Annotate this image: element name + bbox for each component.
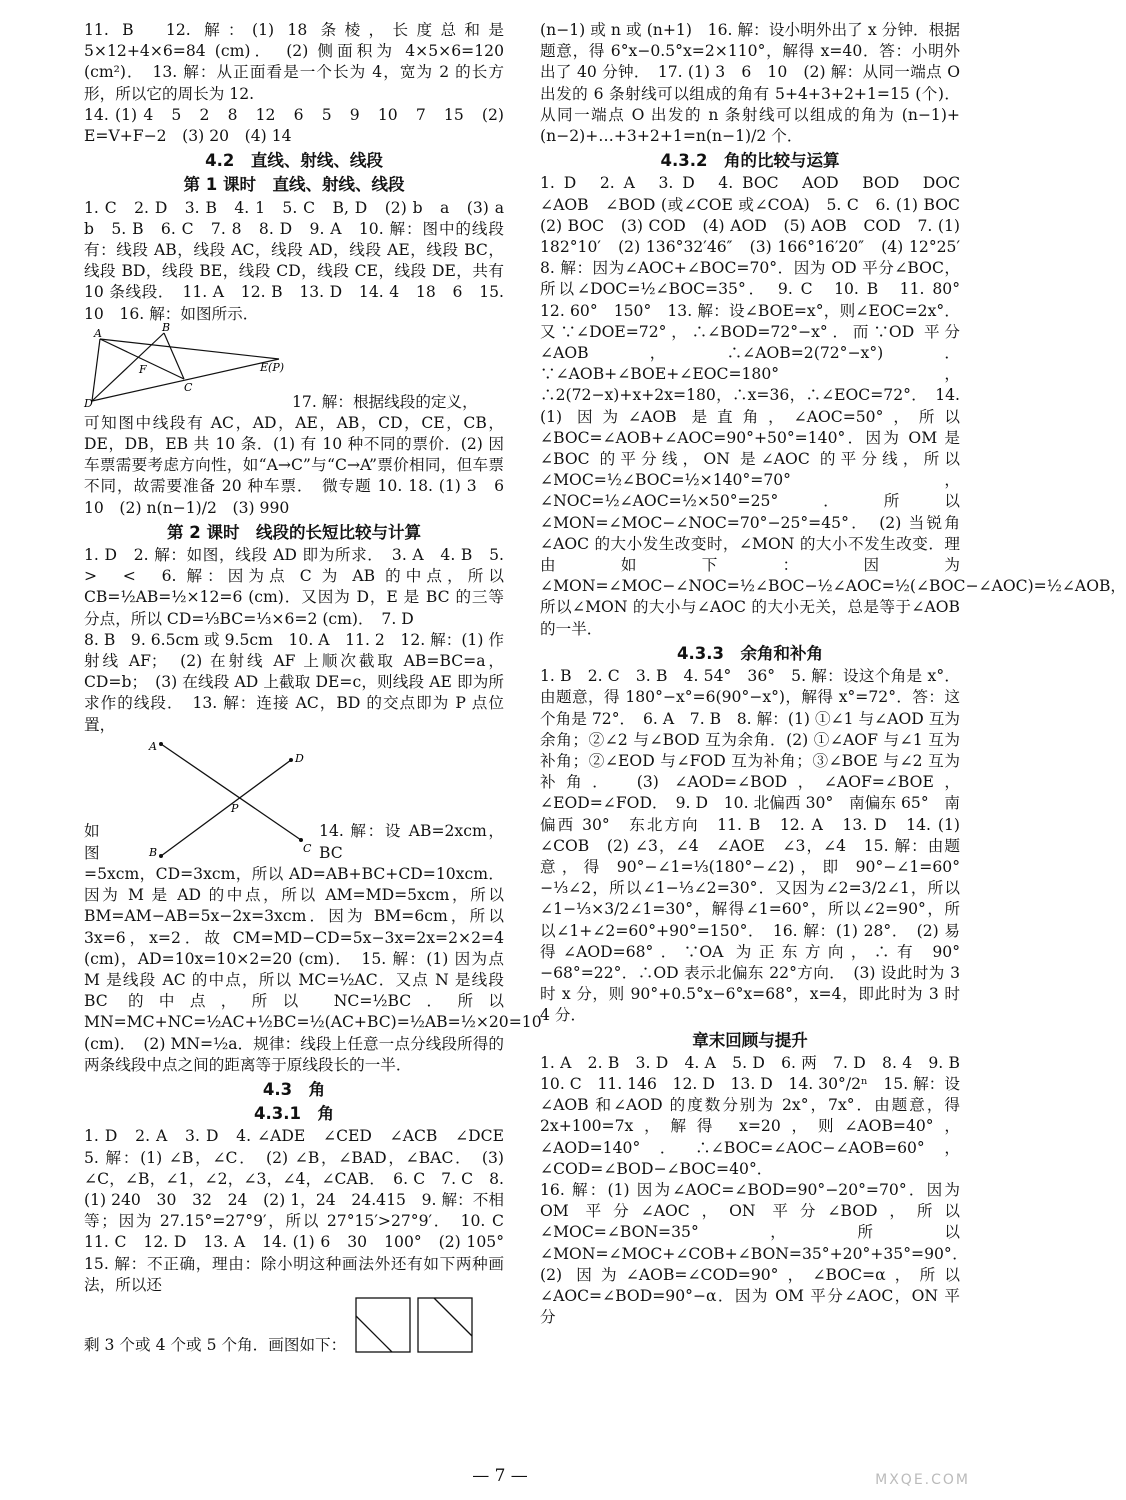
svg-text:C: C — [184, 380, 193, 394]
svg-text:A: A — [149, 739, 157, 753]
answer-block: 可知图中线段有 AC，AD，AE，AB，CD，CE，CB，DE，DB，EB 共 10 条．(1) 有 10 种不同的票价．(2) 因车票需要考虑方向性，如“A→C”与“C→A”票价相同，但车票不同，故需要准备 20 种车票． 微专题 10. 18. (1) 3 6 10 (2) n(n−1)/2 (3) 990 — [84, 413, 520, 517]
lesson-heading: 4.3.2 角的比较与运算 — [660, 151, 840, 171]
answer-inline: 17. 解：根据线段的定义， — [292, 392, 478, 411]
figure-row — [84, 1296, 504, 1356]
answer-block: (n−1) 或 n 或 (n+1) 16. 解：设小明外出了 x 分钟．根据题意，得 6°x−0.5°x=2×110°，解得 x=40．答：小明外出了 40 分钟． 17. (1) 3 6 10 (2) 解：从同一端点 O 出发的 6 条射线可以组成的角有 5+4+3+2+1=15 (个)．从同一端点 O 出发的 n 条射线可以组成的角为 (n−1)+(n−2)+…+3+2+1=n(n−1)/2 个． — [540, 21, 960, 146]
answer-block: 11. B 12. 解：(1) 18 条棱，长度总和是 5×12+4×6=84 (cm)． (2) 侧面积为 4×5×6=120 (cm²)． 13. 解：从正面看是一个长为 4，宽为 2 的长方形，所以它的周长为 12. — [84, 21, 504, 103]
page-number: — 7 — — [472, 1466, 528, 1486]
watermark: MXQE.COM — [875, 1472, 970, 1488]
answer-block: 1. D 2. A 3. D 4. ∠ADE ∠CED ∠ACB ∠DCE 5. 解：(1) ∠B，∠C． (2) ∠B，∠BAD，∠BAC． (3) ∠C，∠B，∠1，∠2，∠3，∠4，∠CAB． 6. C 7. C 8. (1) 240 30 32 24 (2) 1，24 24.415 9. 解：不相等；因为 27.15°=27°9′，所以 27°15′>27°9′． 10. C 11. C 12. D 13. A 14. (1) 6 30 100° (2) 105° 15. 解：不正确，理由：除小明这种画法外还有如下两种画法，所以还 — [84, 1127, 520, 1294]
right-column — [540, 20, 1126, 1328]
answer-block: 1. C 2. D 3. B 4. 1 5. C B, D (2) b a (3) a b 5. B 6. C 7. 8 8. D 9. A 10. 解：图中的线段有：线段 AB，线段 AC，线段 AD，线段 AE，线段 BC，线段 BD，线段 BE，线段 CD，线段 CE，线段 DE，共有 10 条线段． 11. A 12. B 13. D 14. 4 18 6 15. 10 16. 解：如图所示． — [84, 198, 520, 323]
section-heading: 4.2 直线、射线、线段 — [205, 151, 383, 171]
svg-text:B: B — [149, 845, 158, 859]
answer-block: 14. (1) 4 5 2 8 12 6 5 9 10 7 15 (2) E=V+F−2 (3) 20 (4) 14 — [84, 105, 504, 146]
answer-block: 1. D 2. A 3. D 4. BOC AOD BOD DOC ∠AOB ∠BOD (或∠COE 或∠COA) 5. C 6. (1) BOC (2) BOC (3) COD (4) AOD (5) AOB COD 7. (1) 182°10′ (2) 136°32′46″ (3) 166°16′20″ (4) 12°25′ 8. 解：因为∠AOC+∠BOC=70°．因为 OD 平分∠BOC，所以∠DOC=½∠BOC=35°． 9. C 10. B 11. 80° 12. 60° 150° 13. 解：设∠BOE=x°，则∠EOC=2x°．又∵∠DOE=72°，∴∠BOD=72°−x°．而∵OD 平分∠AOB，∴∠AOB=2(72°−x°)．∵∠AOB+∠BOE+∠EOC=180°，∴2(72−x)+x+2x=180，∴x=36，∴∠EOC=72°． 14. (1) 因为∠AOB 是直角，∠AOC=50°，所以∠BOC=∠AOB+∠AOC=90°+50°=140°．因为 OM 是∠BOC 的平分线，ON 是∠AOC 的平分线，所以∠MOC=½∠BOC=½×140°=70°，∠NOC=½∠AOC=½×50°=25°．所以∠MON=∠MOC−∠NOC=70°−25°=45°． (2) 当锐角∠AOC 的大小发生改变时，∠MON 的大小不发生改变．理由如下：因为∠MON=∠MOC−∠NOC=½∠BOC−½∠AOC=½(∠BOC−∠AOC)=½∠AOB，所以∠MON 的大小与∠AOC 的大小无关，总是等于∠AOB 的一半． — [540, 174, 1126, 638]
answer-inline: 14. 解：设 AB=2xcm，BC — [319, 822, 504, 862]
figure-caption: 如图 — [84, 822, 100, 862]
answer-block: 8. B 9. 6.5cm 或 9.5cm 10. A 11. 2 12. 解：(1) 作射线 AF； (2) 在射线 AF 上顺次截取 AB=BC=a，CD=b； (3) 在线段 AD 上截取 DE=c，则线段 AE 即为所求作的线段． 13. 解：连接 AC，BD 的交点即为 P 点位置， — [84, 630, 504, 734]
svg-text:F: F — [139, 362, 147, 376]
lesson-heading: 第 1 课时 直线、射线、线段 — [183, 175, 405, 195]
lesson-heading: 4.3.1 角 — [254, 1104, 334, 1124]
svg-text:E(P): E(P) — [260, 360, 285, 374]
svg-text:A: A — [94, 326, 102, 340]
answer-block: 1. D 2. 解：如图，线段 AD 即为所求． 3. A 4. B 5. > < 6. 解：因为点 C 为 AB 的中点，所以 CB=½AB=½×12=6 (cm)．又因为 D，E 是 BC 的三等分点，所以 CD=⅓BC=⅓×6=2 (cm)． 7. D — [84, 546, 504, 628]
lesson-heading: 第 2 课时 线段的长短比较与计算 — [167, 522, 421, 542]
answer-block: =5xcm，CD=3xcm，所以 AD=AB+BC+CD=10xcm．因为 M 是 AD 的中点，所以 AM=MD=5xcm，所以 BM=AM−AB=5x−2x=3xcm．因为 BM=6cm，所以 3x=6，x=2．故 CM=MD−CD=5x−3x=2x=2×2=4 (cm)，AD=10x=10×2=20 (cm)． 15. 解：(1) 因为点 M 是线段 AC 的中点，所以 MC=½AC．又点 N 是线段 BC 的中点，所以 NC=½BC．所以 MN=MC+NC=½AC+½BC=½(AC+BC)=½AB=½×20=10 (cm)． (2) MN=½a．规律：线段上任意一点分线段所得的两条线段中点之间的距离等于原线段长的一半． — [84, 864, 542, 1074]
answer-block: 16. 解：(1) 因为∠AOC=∠BOD=90°−20°=70°．因为 OM 平分∠AOC，ON 平分∠BOD，所以∠MOC=∠BON=35°，所以∠MON=∠MOC+∠COB+∠BON=35°+20°+35°=90°． (2) 因为∠AOB=∠COD=90°，∠BOC=α，所以∠AOC=∠BOD=90°−α．因为 OM 平分∠AOC，ON 平分 — [540, 1180, 976, 1327]
svg-text:C: C — [303, 841, 312, 855]
answer-block: 1. A 2. B 3. D 4. A 5. D 6. 两 7. D 8. 4 9. B 10. C 11. 146 12. D 13. D 14. 30°/2ⁿ 15. 解：设∠AOB 和∠AOD 的度数分别为 2x°，7x°．由题意，得 2x+100=7x，解得 x=20，则∠AOB=40°，∠AOD=140°．∴∠BOC=∠AOC−∠AOB=60°，∠COD=∠BOD−∠BOC=40°． — [540, 1053, 976, 1178]
figure-row — [84, 736, 504, 864]
svg-text:D: D — [84, 396, 93, 410]
svg-text:B: B — [162, 320, 171, 334]
figure-row — [84, 320, 504, 413]
line-segments-figure — [84, 320, 285, 410]
svg-text:P: P — [231, 801, 239, 815]
intersection-figure — [121, 740, 311, 860]
answer-inline: 剩 3 个或 4 个或 5 个角．画图如下： — [84, 1335, 347, 1354]
chapter-review-heading: 章末回顾与提升 — [692, 1030, 808, 1050]
answer-block: 1. B 2. C 3. B 4. 54° 36° 5. 解：设这个角是 x°．由题意，得 180°−x°=6(90°−x°)，解得 x°=72°．答：这个角是 72°． 6. A 7. B 8. 解：(1) ①∠1 与∠AOD 互为余角；②∠2 与∠BOD 互为余角．(2) ①∠AOF 与∠1 互为补角；②∠EOD 与∠FOD 互为补角；③∠BOE 与∠2 互为补角． (3) ∠AOD=∠BOD，∠AOF=∠BOE，∠EOD=∠FOD． 9. D 10. 北偏西 30° 南偏东 65° 南偏西 30° 东北方向 11. B 12. A 13. D 14. (1) ∠COB (2) ∠3，∠4 ∠AOE ∠3，∠4 15. 解：由题意，得 90°−∠1=⅓(180°−∠2)，即 90°−∠1=60°−⅓∠2，所以∠1−⅓∠2=30°．又因为∠2=3/2∠1，所以∠1−⅓×3/2∠1=30°，解得∠1=60°，所以∠2=90°，所以∠1+∠2=60°+90°=150°． 16. 解：(1) 28°． (2) 易得∠AOD=68°．∵OA 为正东方向，∴有 90°−68°=22°．∴OD 表示北偏东 22°方向． (3) 设此时为 3 时 x 分，则 90°+0.5°x−6°x=68°，x=4，即此时为 3 时 4 分． — [540, 667, 960, 1025]
square-figure — [354, 1296, 474, 1356]
left-column — [84, 20, 542, 1356]
section-heading: 4.3 角 — [262, 1079, 326, 1099]
svg-text:D: D — [295, 751, 304, 765]
lesson-heading: 4.3.3 余角和补角 — [677, 643, 823, 663]
